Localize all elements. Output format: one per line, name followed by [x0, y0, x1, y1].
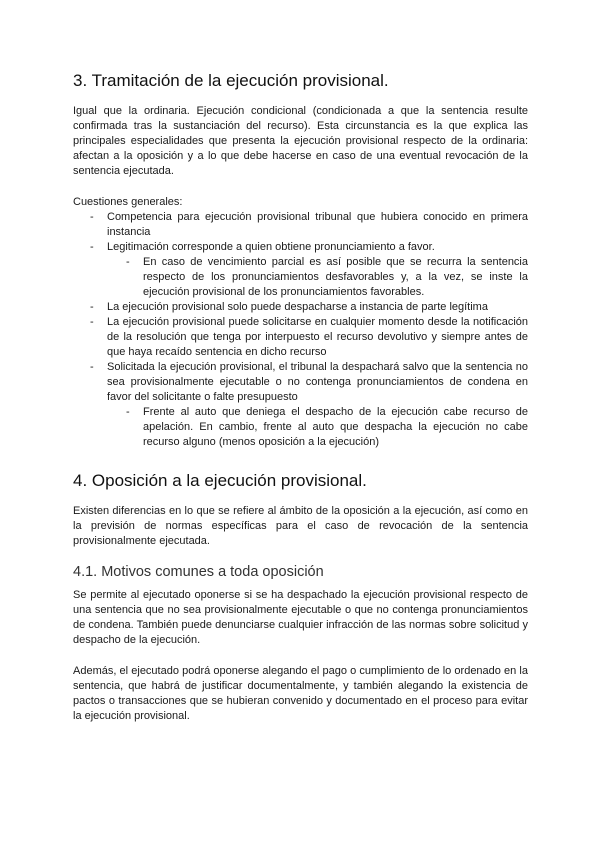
sub-list — [107, 405, 528, 450]
section-3-intro: Igual que la ordinaria. Ejecución condicional (condicionada a que la sentencia resulte confirmada tras la sustanciación del recurso). Esta circunstancia es la que explica las principales especialidades que presenta la ejecución provisional respecto de la ordinaria: afectan a la oposición y a lo que debe hacerse en caso de una eventual revocación de la sentencia ejecutada. — [73, 105, 528, 177]
list-heading: Cuestiones generales: — [73, 196, 183, 208]
list-item: - Legitimación corresponde a quien obtiene pronunciamiento a favor. - En caso de vencimiento parcial es así posible que se recurra la sentencia respecto de los pronunciamientos desfavorables y, a la vez, se inste la ejecución provisional de los pronunciamientos favorables. — [73, 240, 528, 300]
spacer — [73, 450, 528, 470]
sub-list-item: - En caso de vencimiento parcial es así posible que se recurra la sentencia respecto de los pronunciamientos desfavorables y, a la vez, se inste la ejecución provisional de los pronunciamientos favorables. — [107, 255, 528, 300]
section-4-intro: Existen diferencias en lo que se refiere al ámbito de la oposición a la ejecución, así como en la previsión de normas específicas para el caso de revocación de la sentencia provisionalmente ejecutada. — [73, 505, 528, 547]
subsection-4-1-para-1: Se permite al ejecutado oponerse si se ha despachado la ejecución provisional respecto de una sentencia que no sea provisionalmente ejecutable o que no contenga pronunciamientos de condena. También puede denunciarse cualquier infracción de las normas sobre solicitud y despacho de la ejecución. — [73, 589, 528, 646]
general-questions-list — [73, 210, 528, 450]
section-3-title: 3. Tramitación de la ejecución provisional. — [73, 71, 389, 90]
list-item: - La ejecución provisional puede solicitarse en cualquier momento desde la notificación de la resolución que tenga por interpuesto el recurso devolutivo y siempre antes de que haya recaído sentencia en dicho recurso — [73, 315, 528, 360]
spacer — [73, 179, 528, 195]
spacer — [73, 549, 528, 563]
section-4-title: 4. Oposición a la ejecución provisional. — [73, 471, 367, 490]
sub-list-item: - Frente al auto que deniega el despacho de la ejecución cabe recurso de apelación. En cambio, frente al auto que despacha la ejecución no cabe recurso alguno (menos oposición a la ejecución) — [107, 405, 528, 450]
subsection-4-1-title: 4.1. Motivos comunes a toda oposición — [73, 564, 324, 580]
subsection-4-1-para-2: Además, el ejecutado podrá oponerse alegando el pago o cumplimiento de lo ordenado en la sentencia, que habrá de justificar documentalmente, y también alegando la existencia de pactos o transacciones que se hubieran convenido y documentado en el proceso para evitar la ejecución provisional. — [73, 665, 528, 722]
list-item: - La ejecución provisional solo puede despacharse a instancia de parte legítima — [73, 300, 528, 315]
list-item: - Competencia para ejecución provisional tribunal que hubiera conocido en primera instancia — [73, 210, 528, 240]
list-item: - Solicitada la ejecución provisional, el tribunal la despachará salvo que la sentencia no sea provisionalmente ejecutable o no contenga pronunciamientos de condena en favor del solicitante o falte presupuesto - Frente al auto que deniega el despacho de la ejecución cabe recurso de apelación. En cambio, frente al auto que despacha la ejecución no cabe recurso alguno (menos oposición a la ejecución) — [73, 360, 528, 450]
sub-list — [107, 255, 528, 300]
spacer — [73, 648, 528, 664]
